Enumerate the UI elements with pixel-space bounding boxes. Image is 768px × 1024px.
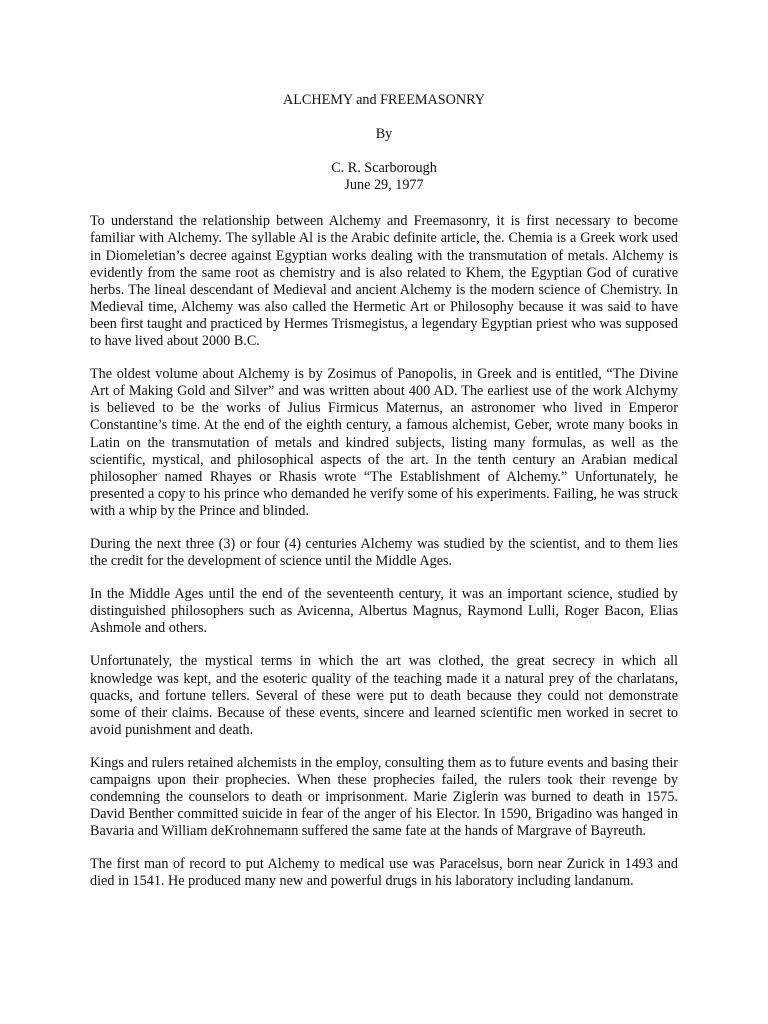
paragraph-kings-rulers: Kings and rulers retained alchemists in the employ, consulting them as to future events and basing their campaigns upon their prophecies. When these prophecies failed, the rulers took their revenge by condemning the counselors to death or imprisonment. Marie Ziglerin was burned to death in 1575. David Benther committed suicide in fear of the anger of his Elector. In 1590, Brigadino was hanged in Bavaria and William deKrohnemann suffered the same fate at the hands of Margrave of Bayreuth. <box>90 754 678 840</box>
document-title: ALCHEMY and FREEMASONRY <box>282 92 486 108</box>
paragraph-intro: To understand the relationship between Alchemy and Freemasonry, it is first necessary to become familiar with Alchemy. The syllable Al is the Arabic definite article, the. Chemia is a Greek work used in Diomeletian’s decree against Egyptian works dealing with the transmutation of metals. Alchemy is evidently from the same root as chemistry and is also related to Khem, the Egyptian God of curative herbs. The lineal descendant of Medieval and ancient Alchemy is the modern science of Chemistry. In Medieval time, Alchemy was also called the Hermetic Art or Philosophy because it was said to have been first taught and practiced by Hermes Trismegistus, a legendary Egyptian priest who was supposed to have lived about 2000 B.C. <box>90 213 678 350</box>
paragraph-oldest-volume: The oldest volume about Alchemy is by Zosimus of Panopolis, in Greek and is entitled, “The Divine Art of Making Gold and Silver” and was written about 400 AD. The earliest use of the work Alchymy is believed to be the works of Julius Firmicus Maternus, an astronomer who lived in Emperor Constantine’s time. At the end of the eighth century, a famous alchemist, Geber, wrote many books in Latin on the transmutation of metals and kindred subjects, listing many formulas, as well as the scientific, mystical, and philosophical aspects of the art. In the tenth century an Arabian medical philosopher named Rhayes or Rhasis wrote “The Establishment of Alchemy.” Unfortunately, he presented a copy to his prince who demanded he verify some of his experiments. Failing, he was struck with a whip by the Prince and blinded. <box>90 366 678 519</box>
document-date: June 29, 1977 <box>344 177 424 194</box>
paragraph-paracelsus: The first man of record to put Alchemy to medical use was Paracelsus, born near Zurick in 1493 and died in 1541. He produced many new and powerful drugs in his laboratory including landanum. <box>90 856 678 890</box>
paragraph-mystical-terms: Unfortunately, the mystical terms in which the art was clothed, the great secrecy in which all knowledge was kept, and the esoteric quality of the teaching made it a natural prey of the charlatans, quacks, and fortune tellers. Several of these were put to death because they could not demonstrate some of their claims. Because of these events, sincere and learned scientific men worked in secret to avoid punishment and death. <box>90 653 678 738</box>
byline-label: By <box>375 126 393 143</box>
paragraph-next-centuries: During the next three (3) or four (4) centuries Alchemy was studied by the scientist, and to them lies the credit for the development of science until the Middle Ages. <box>90 535 678 570</box>
author-name: C. R. Scarborough <box>331 160 437 177</box>
paragraph-middle-ages: In the Middle Ages until the end of the seventeenth century, it was an important science, studied by distinguished philosophers such as Avicenna, Albertus Magnus, Raymond Lulli, Roger Bacon, Elias Ashmole and others. <box>90 586 678 637</box>
document-page <box>90 92 678 907</box>
